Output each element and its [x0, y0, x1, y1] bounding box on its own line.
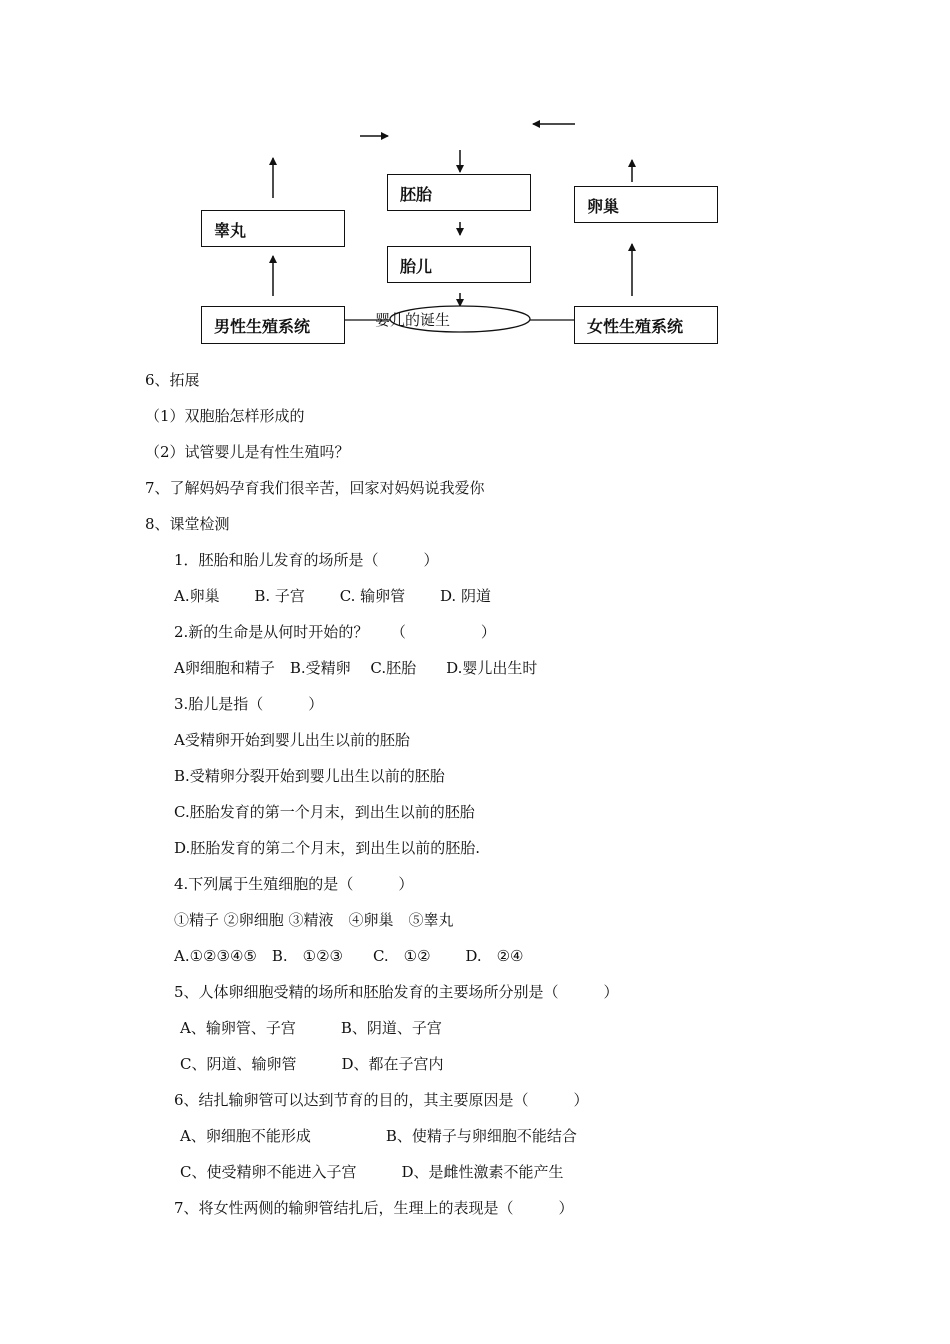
- q1-options: A.卵巢 B. 子宫 C. 输卵管 D. 阴道: [174, 587, 491, 605]
- q3-option-d: D.胚胎发育的第二个月末，到出生以前的胚胎.: [174, 839, 481, 857]
- q2-options: A卵细胞和精子 B.受精卵 C.胚胎 D.婴儿出生时: [174, 659, 538, 677]
- q5-options-ab: A、输卵管、子宫 B、阴道、子宫: [180, 1019, 442, 1037]
- q5-options-cd: C、阴道、输卵管 D、都在子宫内: [180, 1055, 444, 1073]
- question-twins: （1）双胞胎怎样形成的: [145, 407, 305, 425]
- q7-text: 7、将女性两侧的输卵管结扎后，生理上的表现是（ ）: [174, 1199, 574, 1217]
- q4-options: A.①②③④⑤ B. ①②③ C. ①② D. ②④: [174, 947, 524, 965]
- q3-text: 3.胎儿是指（ ）: [174, 695, 324, 713]
- q6-options-ab: A、卵细胞不能形成 B、使精子与卵细胞不能结合: [180, 1127, 577, 1145]
- section-6-heading: 6、拓展: [145, 371, 200, 389]
- section-7-heading: 7、了解妈妈孕育我们很辛苦，回家对妈妈说我爱你: [145, 479, 485, 497]
- fetus-box: 胎儿: [387, 246, 531, 283]
- embryo-box: 胚胎: [387, 174, 531, 211]
- birth-label: 婴儿的诞生: [375, 311, 451, 329]
- q5-text: 5、人体卵细胞受精的场所和胚胎发育的主要场所分别是（ ）: [174, 983, 619, 1001]
- q3-option-c: C.胚胎发育的第一个月末，到出生以前的胚胎: [174, 803, 475, 821]
- question-ivf: （2）试管婴儿是有性生殖吗？: [145, 443, 350, 461]
- testis-box: 睾丸: [201, 210, 345, 247]
- female-system-box: 女性生殖系统: [574, 306, 718, 344]
- male-system-box: 男性生殖系统: [201, 306, 345, 344]
- q4-text: 4.下列属于生殖细胞的是（ ）: [174, 875, 414, 893]
- ovary-box: 卵巢: [574, 186, 718, 223]
- q4-items: ①精子 ②卵细胞 ③精液 ④卵巢 ⑤睾丸: [174, 911, 454, 929]
- reproduction-diagram: [0, 0, 950, 360]
- q6-options-cd: C、使受精卵不能进入子宫 D、是雌性激素不能产生: [180, 1163, 564, 1181]
- q1-text: 1．胚胎和胎儿发育的场所是（ ）: [174, 551, 439, 569]
- section-8-heading: 8、课堂检测: [145, 515, 230, 533]
- q3-option-b: B.受精卵分裂开始到婴儿出生以前的胚胎: [174, 767, 445, 785]
- q2-text: 2.新的生命是从何时开始的？ （ ）: [174, 623, 496, 641]
- q3-option-a: A受精卵开始到婴儿出生以前的胚胎: [174, 731, 410, 749]
- q6-text: 6、结扎输卵管可以达到节育的目的，其主要原因是（ ）: [174, 1091, 589, 1109]
